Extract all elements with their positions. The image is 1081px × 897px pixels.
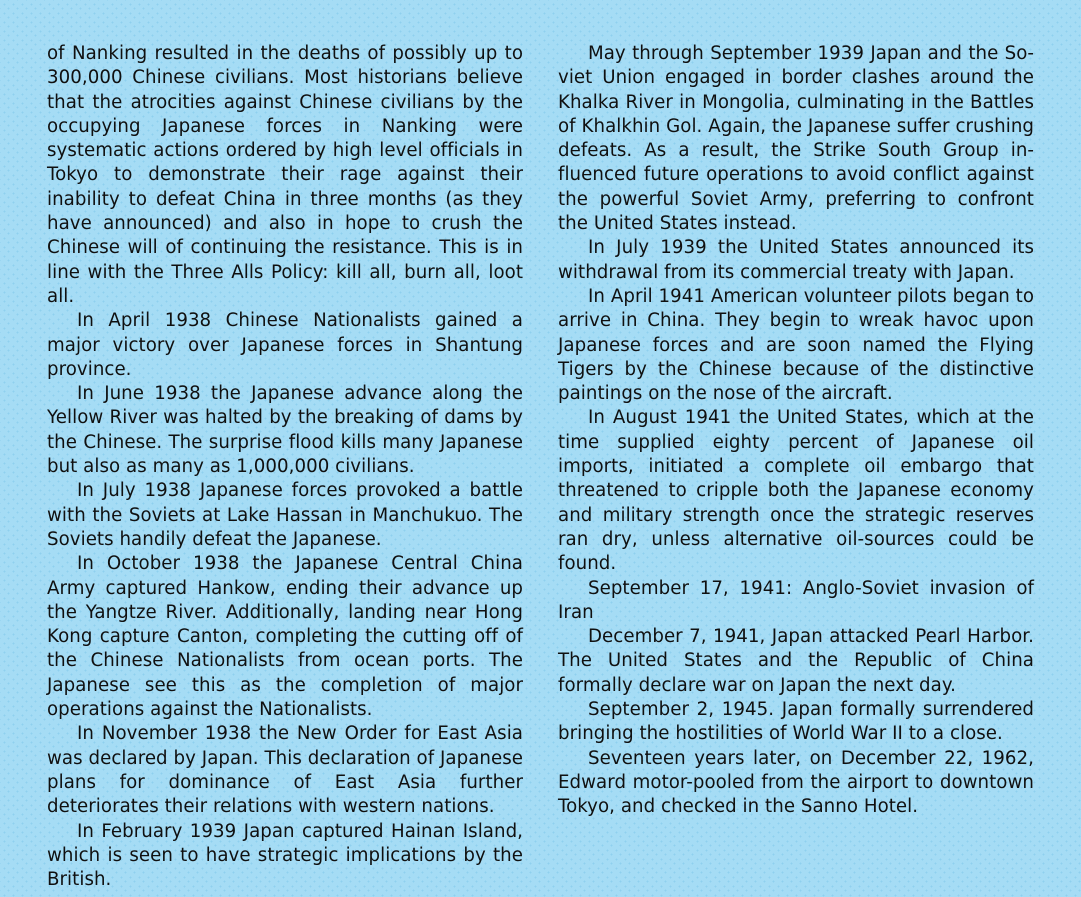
two-column-text-body (47, 42, 1034, 892)
paragraph-november-1938-new-order: In November 1938 the New Order for East Asia was declared by Japan. This declaration of Japanese plans for dominance of East Asia further deteriorates their relations with western nations. (47, 723, 523, 818)
paragraph-september-1945-surrender: September 2, 1945. Japan formally surrendered bringing the hostilities of World War II to a close. (558, 699, 1034, 745)
paragraph-june-1938-yellow-river: In June 1938 the Japanese advance along the Yellow River was halted by the breaking of dams by the Chinese. The surprise flood kills many Japanese but also as many as 1,000,000 civilians. (47, 383, 523, 478)
paragraph-nanking: of Nanking resulted in the deaths of possibly up to 300,000 Chinese civilians. Most historians believe that the atrocities against Chinese civilians by the occupying Japanese forces in Nanking were systematic actions ordered by high level officials in Tokyo to demonstrate their rage against their inability to defeat China in three months (as they have announced) and also in hope to crush the Chinese will of continuing the resistance. This is in line with the Three Alls Policy: kill all, burn all, loot all. (47, 43, 523, 307)
paragraph-august-1941-oil-embargo: In August 1941 the United States, which at the time supplied eighty percent of Japanese oil imports, initiated a complete oil embargo that threatened to cripple both the Japanese economy and military strength once the strategic reserves ran dry, unless alternative oil-sources could be found. (558, 407, 1034, 575)
paragraph-september-1941-iran: September 17, 1941: Anglo-Soviet invasion of Iran (558, 577, 1034, 623)
paragraph-april-1938-shantung: In April 1938 Chinese Nationalists gained a major victory over Japanese forces in Shantung province. (47, 310, 523, 380)
paragraph-december-1941-pearl-harbor: December 7, 1941, Japan attacked Pearl Harbor. The United States and the Republic of China formally declare war on Japan the next day. (558, 626, 1034, 696)
paragraph-december-1962-sanno-hotel: Seventeen years later, on December 22, 1962, Edward motor-pooled from the airport to downtown Tokyo, and checked in the Sanno Hotel. (558, 747, 1034, 818)
left-text-column (47, 42, 523, 892)
paragraph-july-1939-treaty-withdrawal: In July 1939 the United States announced its withdrawal from its commercial treaty with Japan. (558, 237, 1034, 283)
right-text-column (558, 42, 1034, 820)
paragraph-october-1938-hankow: In October 1938 the Japanese Central China Army captured Hankow, ending their advance up the Yangtze River. Additionally, landing near Hong Kong capture Canton, completing the cutting off of the Chinese Nationalists from ocean ports. The Japanese see this as the completion of major operations against the Nationalists. (47, 553, 523, 721)
paragraph-july-1938-lake-hassan: In July 1938 Japanese forces provoked a battle with the Soviets at Lake Hassan in Manchukuo. The Soviets handily defeat the Japanese. (47, 480, 523, 550)
paragraph-khalkhin-gol: May through September 1939 Japan and the Soviet Union engaged in border clashes around the Khalka River in Mongolia, culminating in the Battles of Khalkhin Gol. Again, the Japanese suffer crushing defeats. As a result, the Strike South Group influenced future operations to avoid conflict against the powerful Soviet Army, preferring to confront the United States instead. (558, 43, 1034, 235)
paragraph-april-1941-flying-tigers: In April 1941 American volunteer pilots began to arrive in China. They begin to wreak havoc upon Japanese forces and are soon named the Flying Tigers by the Chinese because of the distinctive paintings on the nose of the aircraft. (558, 285, 1034, 405)
paragraph-february-1939-hainan: In February 1939 Japan captured Hainan Island, which is seen to have strategic implications by the British. (47, 820, 523, 891)
